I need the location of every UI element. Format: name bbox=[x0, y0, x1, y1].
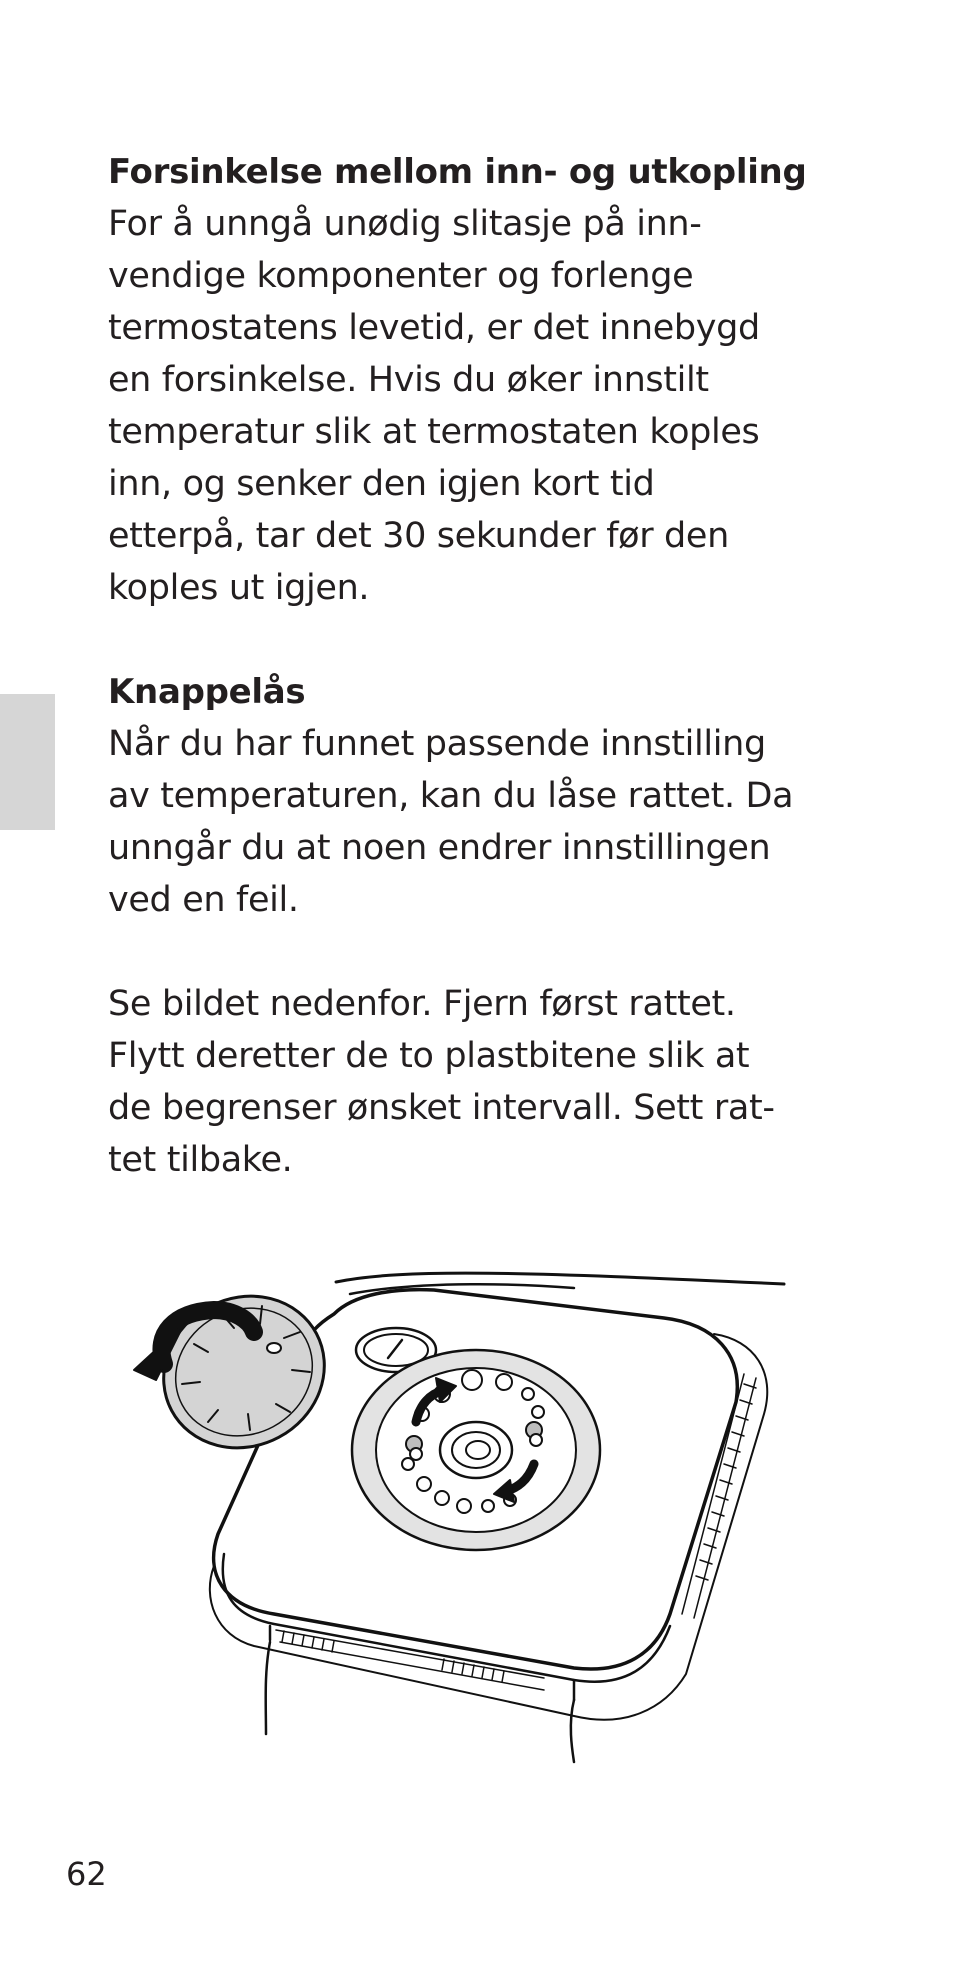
paragraph-line: tet tilbake. bbox=[108, 1140, 293, 1180]
paragraph-line: ved en feil. bbox=[108, 880, 299, 920]
paragraph-line: Når du har funnet passende innstilling bbox=[108, 724, 766, 764]
paragraph-line: Flytt deretter de to plastbitene slik at bbox=[108, 1036, 750, 1076]
paragraph-line: inn, og senker den igjen kort tid bbox=[108, 464, 655, 504]
paragraph-line: etterpå, tar det 30 sekunder før den bbox=[108, 516, 729, 556]
paragraph-line: de begrenser ønsket intervall. Sett rat- bbox=[108, 1088, 775, 1128]
paragraph-line: en forsinkelse. Hvis du øker innstilt bbox=[108, 360, 709, 400]
paragraph-line: unngår du at noen endrer innstillingen bbox=[108, 828, 771, 868]
section-heading-delay: Forsinkelse mellom inn- og utkopling bbox=[108, 152, 807, 192]
section-heading-button-lock: Knappelås bbox=[108, 672, 306, 712]
page-number: 62 bbox=[66, 1855, 107, 1893]
chapter-tab-marker bbox=[0, 694, 55, 830]
paragraph-line: For å unngå unødig slitasje på inn- bbox=[108, 204, 702, 244]
paragraph-line: termostatens levetid, er det innebygd bbox=[108, 308, 760, 348]
paragraph-line: temperatur slik at termostaten koples bbox=[108, 412, 760, 452]
page-content bbox=[108, 146, 828, 1186]
thermostat-dial-illustration bbox=[104, 1254, 796, 1774]
paragraph-line: vendige komponenter og forlenge bbox=[108, 256, 694, 296]
paragraph-line: av temperaturen, kan du låse rattet. Da bbox=[108, 776, 794, 816]
paragraph-line: koples ut igjen. bbox=[108, 568, 370, 608]
paragraph-line: Se bildet nedenfor. Fjern først rattet. bbox=[108, 984, 736, 1024]
